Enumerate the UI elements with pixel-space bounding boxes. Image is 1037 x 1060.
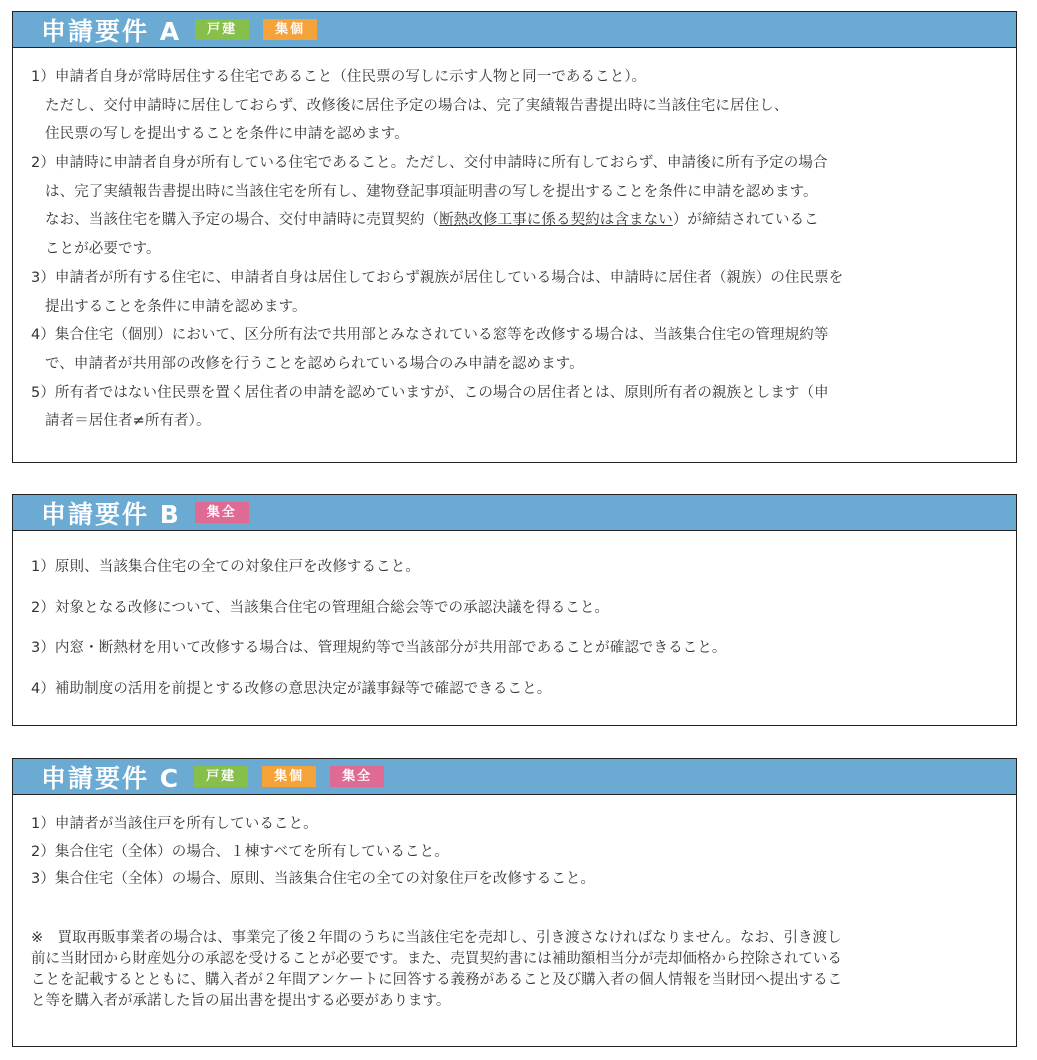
req-c-line: 1）申請者が当該住戸を所有していること。	[31, 816, 318, 832]
req-a-line: で、申請者が共用部の改修を行うことを認められている場合のみ申請を認めます。	[45, 355, 584, 372]
req-b-line: 4）補助制度の活用を前提とする改修の意思決定が議事録等で確認できること。	[31, 680, 552, 697]
requirement-a-title: 申請要件 A	[41, 16, 182, 46]
underlined-exclusion-note: 断熱改修工事に係る契約は含まない	[439, 212, 673, 229]
req-a-line: は、完了実績報告書提出時に当該住宅を所有し、建物登記事項証明書の写しを提出することを条件に申請を認めます。	[45, 183, 818, 200]
badge-condo-unit: 集個	[263, 19, 317, 40]
requirement-a-header	[13, 12, 1016, 48]
req-b-line: 1）原則、当該集合住宅の全ての対象住戸を改修すること。	[31, 559, 420, 575]
requirement-a-panel	[12, 11, 1017, 463]
note-line: ※ 買取再販事業者の場合は、事業完了後２年間のうちに当該住宅を売却し、引き渡さなければなりません。なお、引き渡し	[31, 929, 842, 946]
req-a-line: 3）申請者が所有する住宅に、申請者自身は居住しておらず親族が居住している場合は、申請時に居住者（親族）の住民票を	[31, 269, 844, 286]
req-a-line: 提出することを条件に申請を認めます。	[45, 298, 307, 315]
req-a-line: 1）申請者自身が常時居住する住宅であること（住民票の写しに示す人物と同一であること）。	[31, 69, 647, 85]
req-a-line-with-underline	[31, 206, 998, 235]
requirement-c-header	[13, 759, 1016, 795]
note-line: と等を購入者が承諾した旨の届出書を提出する必要があります。	[31, 992, 451, 1009]
requirement-b-title: 申請要件 B	[41, 499, 181, 529]
requirement-a-body	[13, 48, 1016, 436]
requirement-b-body	[13, 531, 1016, 713]
req-a-line-segment: ）が締結されているこ	[672, 212, 819, 229]
req-a-line: ことが必要です。	[45, 241, 161, 258]
req-a-line-segment: なお、当該住宅を購入予定の場合、交付申請時に売買契約（	[45, 212, 440, 229]
req-a-line: 5）所有者ではない住民票を置く居住者の申請を認めていますが、この場合の居住者とは、原則所有者の親族とします（申	[31, 384, 829, 401]
req-c-line: 2）集合住宅（全体）の場合、１棟すべてを所有していること。	[31, 843, 449, 860]
resale-business-note	[31, 928, 998, 1012]
requirement-c-panel	[12, 758, 1017, 1047]
req-b-line: 2）対象となる改修について、当該集合住宅の管理組合総会等での承認決議を得ること。	[31, 599, 610, 616]
requirement-c-body	[13, 795, 1016, 1012]
note-line: ことを記載するとともに、購入者が２年間アンケートに回答する義務があること及び購入者の個人情報を当財団へ提出するこ	[31, 971, 843, 988]
note-line: 前に当財団から財産処分の承認を受けることが必要です。また、売買契約書には補助額相当分が売却価格から控除されている	[31, 950, 842, 967]
requirement-b-header	[13, 495, 1016, 531]
requirement-b-panel	[12, 494, 1017, 726]
req-b-line: 3）内窓・断熱材を用いて改修する場合は、管理規約等で当該部分が共用部であることが確認できること。	[31, 640, 727, 656]
requirement-c-title: 申請要件 C	[41, 763, 181, 793]
req-a-line: 住民票の写しを提出することを条件に申請を認めます。	[45, 126, 409, 143]
req-a-line: 2）申請時に申請者自身が所有している住宅であること。ただし、交付申請時に所有しておらず、申請後に所有予定の場合	[31, 155, 828, 172]
req-a-line: ただし、交付申請時に居住しておらず、改修後に居住予定の場合は、完了実績報告書提出時に当該住宅に居住し、	[45, 97, 789, 114]
req-a-line: 請者＝居住者≠所有者）。	[45, 413, 211, 430]
badge-detached-house: 戸建	[194, 766, 248, 787]
badge-detached-house: 戸建	[195, 19, 249, 40]
req-c-line: 3）集合住宅（全体）の場合、原則、当該集合住宅の全ての対象住戸を改修すること。	[31, 871, 596, 887]
badge-condo-whole: 集全	[330, 766, 384, 787]
req-a-line: 4）集合住宅（個別）において、区分所有法で共用部とみなされている窓等を改修する場合は、当該集合住宅の管理規約等	[31, 327, 829, 344]
badge-condo-unit: 集個	[262, 766, 316, 787]
badge-condo-whole: 集全	[195, 502, 249, 523]
